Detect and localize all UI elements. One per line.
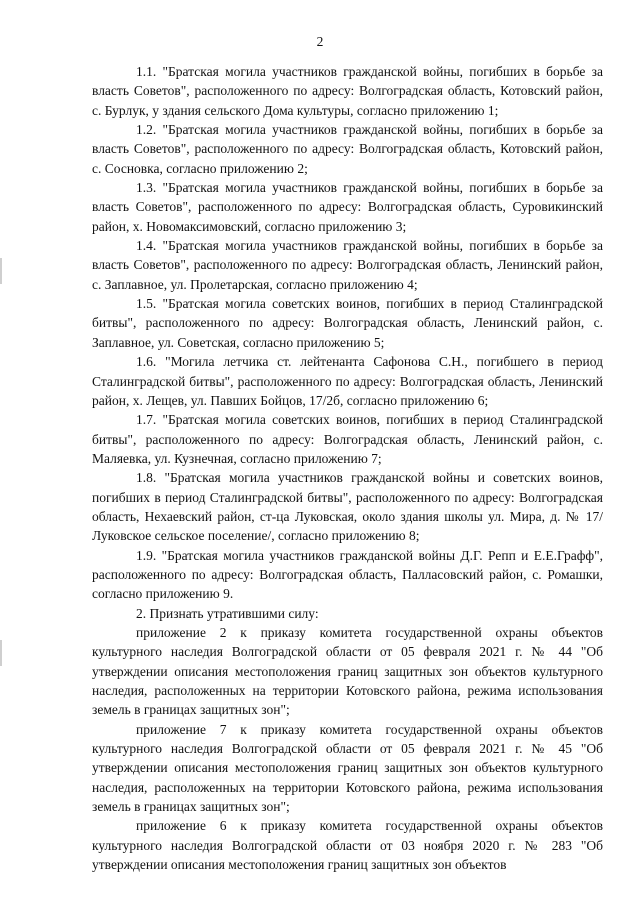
- paragraph-1-6: 1.6. "Могила летчика ст. лейтенанта Сафонова С.Н., погибшего в период Сталинградской битвы", расположенного по адресу: Волгоградская область, Ленинский район, х. Лещев, ул. Павших Бойцов, 17/2б, согласно приложению 6;: [92, 354, 603, 408]
- paragraph-1-7: 1.7. "Братская могила советских воинов, погибших в период Сталинградской битвы", расположенного по адресу: Волгоградская область, Ленинский район, с. Маляевка, ул. Кузнечная, согласно приложению 7;: [92, 412, 603, 466]
- page-number: 2: [316, 34, 324, 49]
- document-body: [92, 62, 603, 874]
- scan-edge-mark: [0, 640, 2, 666]
- paragraph-1-4: 1.4. "Братская могила участников гражданской войны, погибших в борьбе за власть Советов", расположенного по адресу: Волгоградская область, Ленинский район, с. Заплавное, ул. Пролетарская, согласно приложению 4;: [92, 238, 603, 292]
- paragraph-annex-6: приложение 6 к приказу комитета государственной охраны объектов культурного наследия Волгоградской области от 03 ноября 2020 г. № 283 "Об утверждении описания местоположения границ защитных зон объектов: [92, 818, 603, 873]
- paragraph-annex-2: приложение 2 к приказу комитета государственной охраны объектов культурного наследия Волгоградской области от 05 февраля 2021 г. № 44 "Об утверждении описания местоположения границ защитных зон объектов культурного наследия, расположенных на территории Котовского района, режима использования земель в границах защитных зон";: [92, 624, 603, 718]
- paragraph-annex-7: приложение 7 к приказу комитета государственной охраны объектов культурного наследия Волгоградской области от 05 февраля 2021 г. № 45 "Об утверждении описания местоположения границ защитных зон объектов культурного наследия, расположенных на территории Котовского района, режима использования земель в границах защитных зон";: [92, 721, 603, 815]
- paragraph-1-8: 1.8. "Братская могила участников гражданской войны и советских воинов, погибших в период Сталинградской битвы", расположенного по адресу: Волгоградская область, Нехаевский район, ст-ца Луковская, около здания школы ул. Мира, д. № 17/Луковское сельское поселение/, согласно приложению 8;: [92, 470, 603, 544]
- scan-edge-mark: [0, 258, 2, 284]
- paragraph-1-2: 1.2. "Братская могила участников гражданской войны, погибших в борьбе за власть Советов", расположенного по адресу: Волгоградская область, Котовский район, с. Сосновка, согласно приложению 2;: [92, 122, 603, 176]
- paragraph-1-1: 1.1. "Братская могила участников гражданской войны, погибших в борьбе за власть Советов", расположенного по адресу: Волгоградская область, Котовский район, с. Бурлук, у здания сельского Дома культуры, согласно приложению 1;: [92, 64, 603, 118]
- paragraph-1-3: 1.3. "Братская могила участников гражданской войны, погибших в борьбе за власть Советов", расположенного по адресу: Волгоградская область, Суровикинский район, х. Новомаксимовский, согласно приложению 3;: [92, 180, 603, 234]
- paragraph-1-9: 1.9. "Братская могила участников гражданской войны Д.Г. Репп и Е.Е.Графф", расположенного по адресу: Волгоградская область, Палласовский район, с. Ромашки, согласно приложению 9.: [92, 547, 603, 602]
- paragraph-2: 2. Признать утратившими силу:: [136, 605, 319, 621]
- paragraph-1-5: 1.5. "Братская могила советских воинов, погибших в период Сталинградской битвы", расположенного по адресу: Волгоградская область, Ленинский район, с. Заплавное, ул. Советская, согласно приложению 5;: [92, 296, 603, 350]
